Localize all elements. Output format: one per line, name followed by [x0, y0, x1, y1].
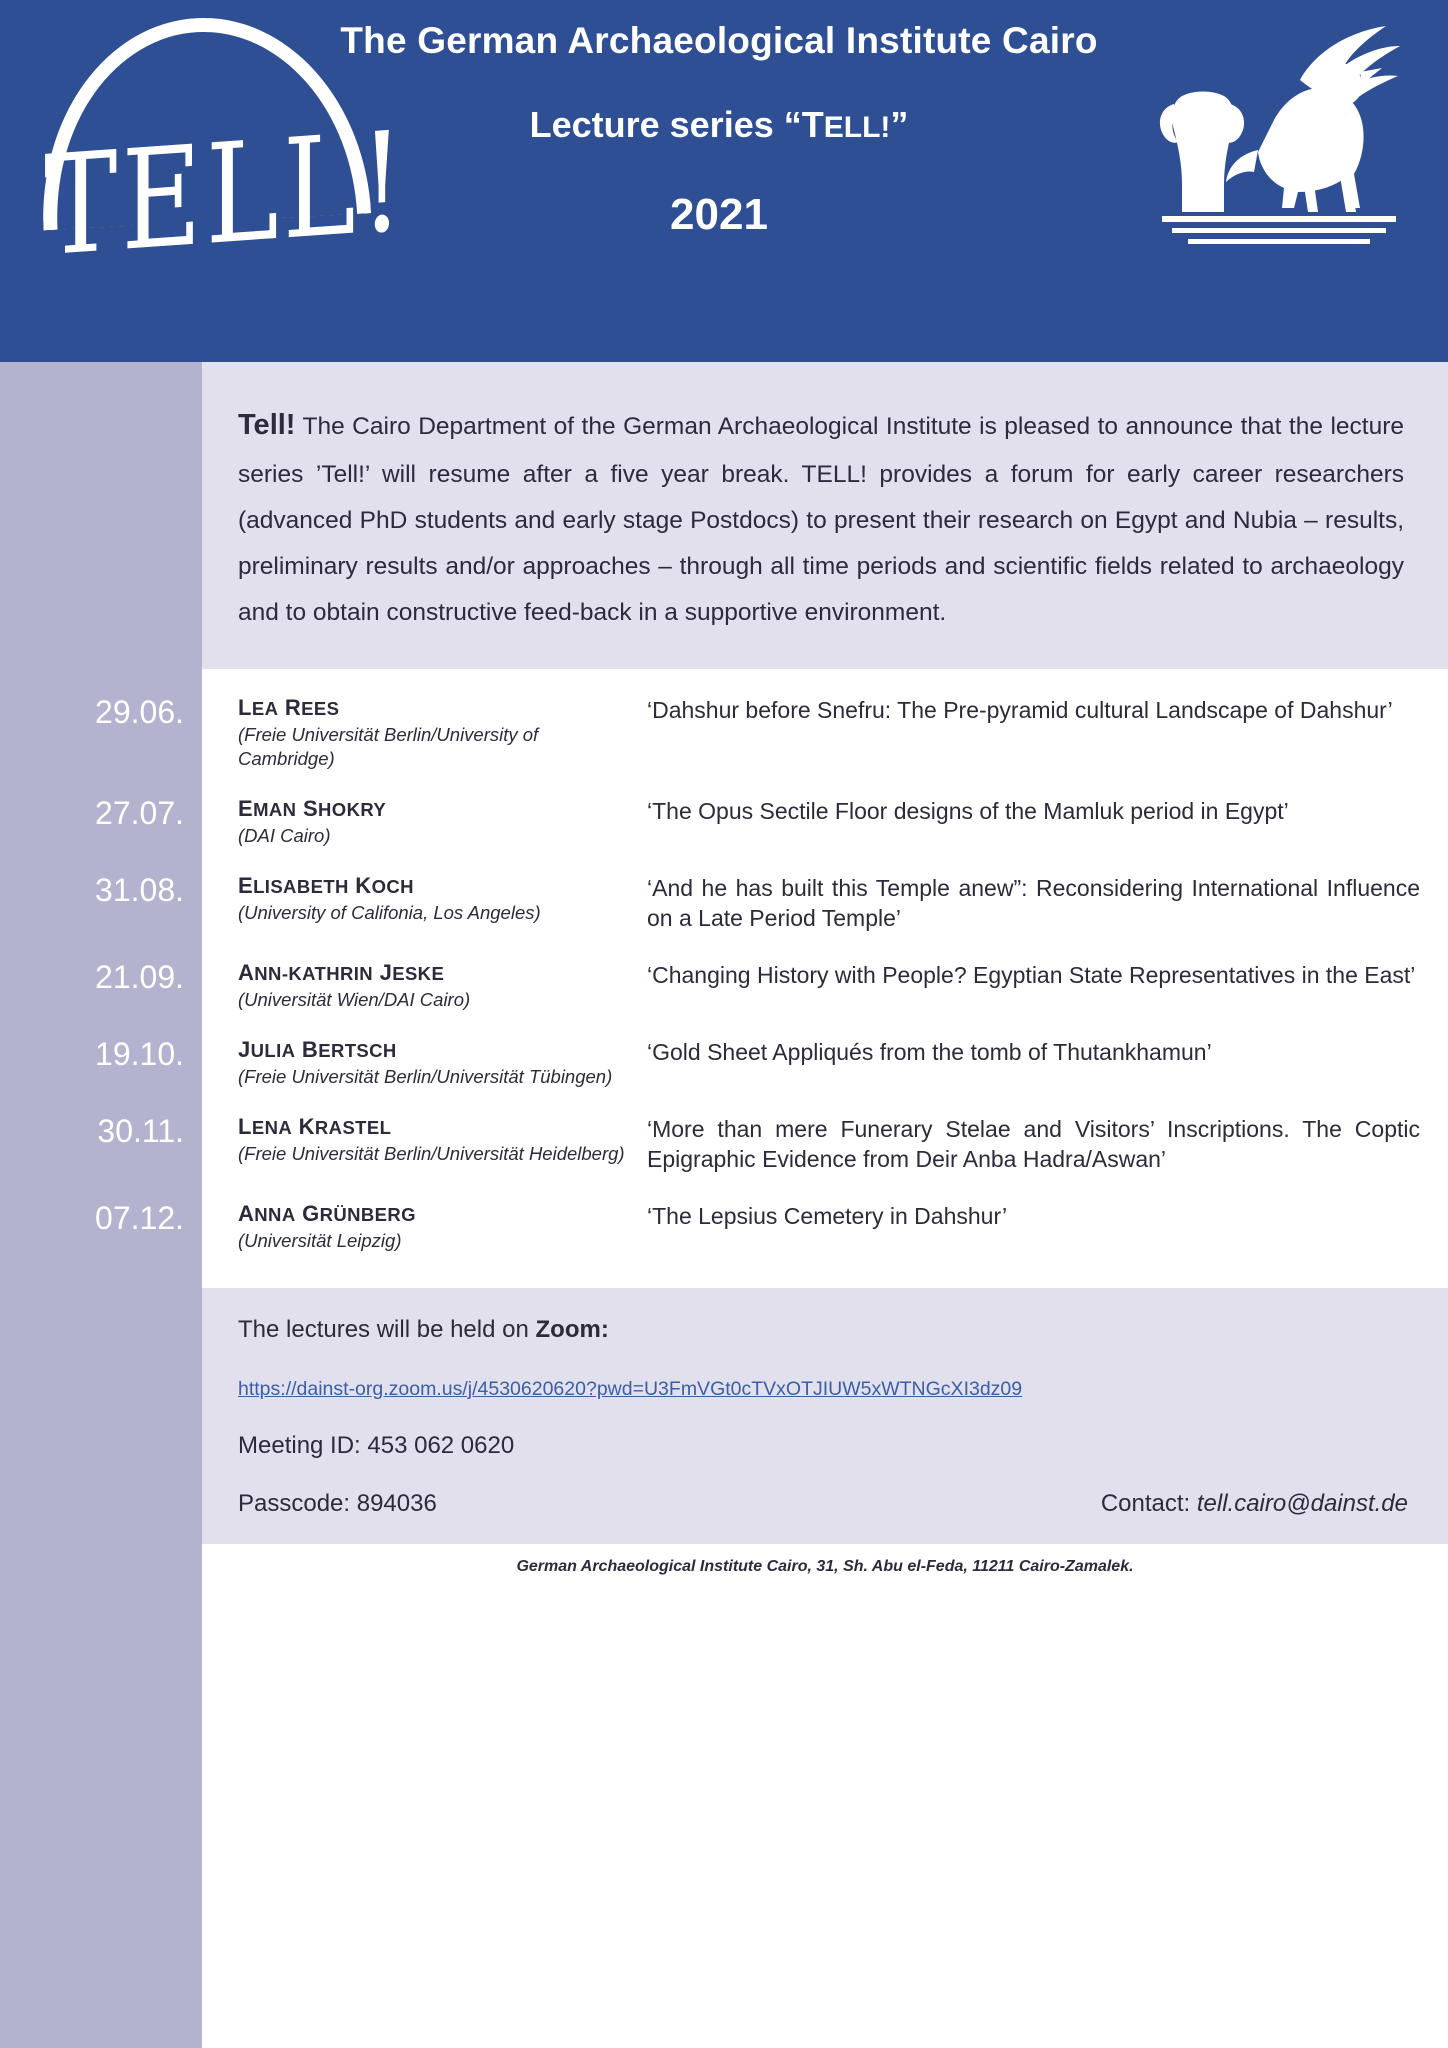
passcode-contact-row: [238, 1490, 1408, 1518]
speaker-name: ANNA GRÜNBERG: [238, 1200, 416, 1226]
speaker-affiliation: (DAI Cairo): [238, 824, 331, 846]
table-row: [95, 871, 1448, 934]
contact-email[interactable]: tell.cairo@dainst.de: [1196, 1489, 1408, 1517]
zoom-link-line: [238, 1374, 1408, 1402]
lecture-speaker: [238, 796, 633, 847]
speaker-name: LENA KRASTEL: [238, 1113, 392, 1139]
zoom-heading-prefix: The lectures will be held on: [238, 1315, 536, 1343]
series-title-quote-close: ”: [890, 104, 909, 145]
series-title-quote-open: “: [783, 104, 802, 145]
speaker-name: ANN-KATHRIN JESKE: [238, 959, 445, 985]
speaker-affiliation: (Universität Leipzig): [238, 1229, 402, 1251]
table-row: [95, 794, 1448, 847]
lecture-schedule: [95, 669, 1448, 1287]
dai-griffin-icon: [1154, 24, 1404, 254]
speaker-name: LEA REES: [238, 695, 340, 721]
speaker-affiliation: (University of Califonia, Los Angeles): [238, 901, 541, 923]
contact-label: Contact:: [1100, 1489, 1197, 1517]
series-title-prefix: Lecture series: [529, 104, 784, 145]
poster-header: [0, 0, 1448, 362]
lecture-date: 27.07.: [95, 794, 184, 831]
lecture-date: 30.11.: [97, 1112, 184, 1149]
lecture-title: ‘Dahshur before Snefru: The Pre-pyramid cultural Landscape of Dahshur’: [647, 697, 1393, 724]
lecture-title: ‘Changing History with People? Egyptian State Representatives in the East’: [647, 961, 1416, 988]
series-title: [290, 104, 1148, 146]
lecture-date: 31.08.: [95, 871, 184, 908]
table-row: [95, 694, 1448, 769]
contact-line: [1101, 1490, 1408, 1518]
lecture-date: 19.10.: [95, 1035, 184, 1072]
speaker-affiliation: (Universität Wien/DAI Cairo): [238, 988, 471, 1010]
lecture-date: 29.06.: [95, 694, 184, 731]
zoom-heading: [238, 1316, 1408, 1344]
table-row: [95, 1199, 1448, 1252]
zoom-meeting-id: Meeting ID: 453 062 0620: [238, 1431, 515, 1459]
intro-text: The Cairo Department of the German Archaeological Institute is pleased to announce that the lecture series ’Tell!’ will resume after a five year break. TELL! provides a forum for early career researchers (advanced PhD students and early stage Postdocs) to present their research on Egypt and Nubia – results, preliminary results and/or approaches – through all time periods and scientific fields related to archaeology and to obtain constructive feed-back in a supportive environment.: [238, 413, 1404, 626]
institute-title: The German Archaeological Institute Cairo: [340, 20, 1098, 61]
speaker-affiliation: (Freie Universität Berlin/Universität Heidelberg): [238, 1142, 625, 1164]
zoom-meeting-link[interactable]: https://dainst-org.zoom.us/j/4530620620?pwd=U3FmVGt0cTVxOTJIUW5xWTNGcXI3dz09: [238, 1377, 1023, 1400]
table-row: [95, 958, 1448, 1011]
tell-logo-word: TELL!: [44, 101, 408, 287]
lecture-speaker: [238, 695, 633, 769]
zoom-info-panel: [202, 1288, 1448, 1544]
lecture-speaker: [238, 1114, 633, 1175]
speaker-affiliation: (Freie Universität Berlin/Universität Tübingen): [238, 1065, 613, 1087]
header-text-block: [290, 14, 1148, 240]
lecture-speaker: [238, 960, 633, 1011]
zoom-passcode: Passcode: 894036: [238, 1489, 437, 1517]
lecture-speaker: [238, 1201, 633, 1252]
lecture-date: 21.09.: [95, 958, 184, 995]
series-title-name-initial: T: [801, 104, 824, 145]
content-column: [95, 362, 1448, 2048]
table-row: [97, 1112, 1448, 1175]
lecture-title: ‘The Opus Sectile Floor designs of the Mamluk period in Egypt’: [647, 797, 1289, 824]
speaker-name: JULIA BERTSCH: [238, 1036, 397, 1062]
lecture-title: ‘And he has built this Temple anew”: Reconsidering International Influence on a Late Period Temple’: [647, 874, 1420, 932]
series-title-name-rest: ELL!: [823, 111, 891, 144]
lecture-speaker: [238, 1037, 633, 1088]
lecture-title: ‘The Lepsius Cemetery in Dahshur’: [647, 1202, 1008, 1229]
intro-paragraph: [202, 362, 1448, 669]
poster-body: [0, 362, 1448, 2048]
lecture-speaker: [238, 873, 633, 934]
speaker-name: ELISABETH KOCH: [238, 872, 414, 898]
table-row: [95, 1035, 1448, 1088]
speaker-name: EMAN SHOKRY: [238, 795, 387, 821]
series-year: 2021: [670, 190, 768, 239]
lecture-title: ‘More than mere Funerary Stelae and Visitors’ Inscriptions. The Coptic Epigraphic Evidence from Deir Anba Hadra/Aswan’: [647, 1115, 1420, 1173]
intro-lead: Tell!: [238, 409, 296, 441]
zoom-heading-bold: Zoom:: [535, 1315, 609, 1343]
speaker-affiliation: (Freie Universität Berlin/University of Cambridge): [238, 724, 539, 769]
footer-address: German Archaeological Institute Cairo, 31, Sh. Abu el-Feda, 11211 Cairo-Zamalek.: [202, 1544, 1448, 1586]
lecture-title: ‘Gold Sheet Appliqués from the tomb of Thutankhamun’: [647, 1038, 1212, 1065]
lecture-date: 07.12.: [95, 1199, 184, 1236]
